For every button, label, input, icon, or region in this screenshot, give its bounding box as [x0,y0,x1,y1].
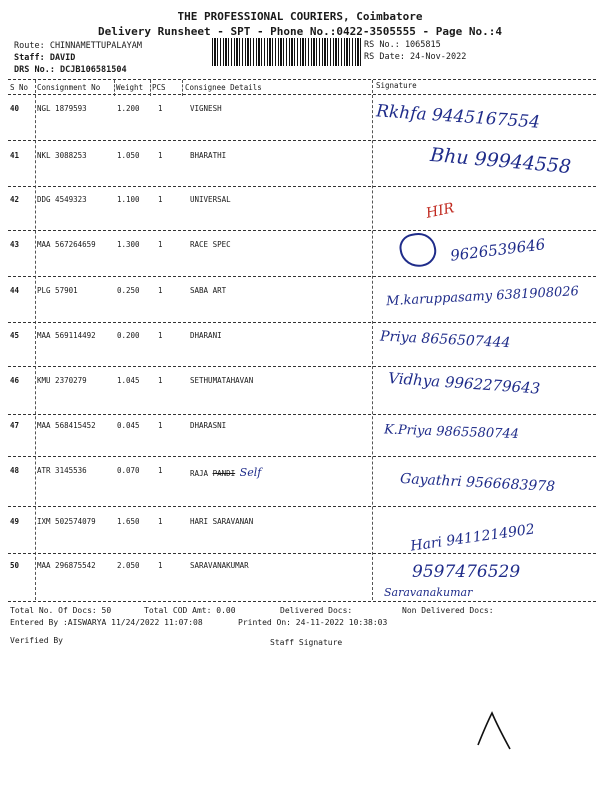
row-consignee: VIGNESH [190,104,222,113]
consignee-handwritten-note: Self [239,466,262,479]
row-pcs: 1 [158,517,163,526]
row-consignee [190,466,261,479]
total-cod: Total COD Amt: 0.00 [144,606,236,615]
row-weight: 0.070 [117,466,140,475]
column-separator [35,80,36,600]
row-sno: 47 [10,421,20,430]
row-consignment-no: MAA 567264659 [37,240,96,249]
column-separator [150,80,151,96]
divider [8,601,596,602]
row-consignment-no: DDG 4549323 [37,195,87,204]
handwritten-signature: 9626539646 [449,235,547,265]
route-label: Route: CHINNAMETTUPALAYAM [14,41,142,51]
doc-subtitle: Delivery Runsheet - SPT - Phone No.:0422-3505555 - Page No.:4 [98,25,502,38]
row-sno: 50 [10,561,20,570]
row-pcs: 1 [158,240,163,249]
divider [8,140,596,141]
row-weight: 1.200 [117,104,140,113]
row-pcs: 1 [158,376,163,385]
divider [8,322,596,323]
staff-signature: Staff Signature [270,638,343,647]
row-consignment-no: NGL 1879593 [37,104,87,113]
handwritten-signature: K.Priya 9865580744 [383,422,520,443]
row-consignee: RACE SPEC [190,240,231,249]
rs-no-label: RS No.: 1065815 [364,40,441,50]
handwritten-signature: Gayathri 9566683978 [399,470,556,496]
staff-label: Staff: DAVID [14,53,76,63]
doc-title: THE PROFESSIONAL COURIERS, Coimbatore [177,10,423,23]
row-pcs: 1 [158,151,163,160]
drs-label: DRS No.: DCJB106581504 [14,65,127,75]
divider [8,230,596,231]
handwritten-signature: Priya 8656507444 [379,328,511,352]
row-consignment-no: MAA 569114492 [37,331,96,340]
verified-by: Verified By [10,636,63,645]
row-consignment-no: MAA 296875542 [37,561,96,570]
col-signature: Signature [376,81,417,90]
row-consignment-no: ATR 3145536 [37,466,87,475]
row-weight: 1.045 [117,376,140,385]
row-consignee: DHARASNI [190,421,227,430]
row-pcs: 1 [158,421,163,430]
row-weight: 0.200 [117,331,140,340]
handwritten-signature: Vidhya 9962279643 [387,369,541,398]
handwritten-signature-name: Saravanakumar [384,586,473,599]
barcode-image [212,38,362,66]
row-weight: 0.045 [117,421,140,430]
rs-date-label: RS Date: 24-Nov-2022 [364,52,467,62]
row-weight: 0.250 [117,286,140,295]
column-separator [372,80,373,600]
row-weight: 1.300 [117,240,140,249]
col-sno: S No [10,83,29,92]
consignee-struck-name: PANDI [212,469,236,478]
col-pcs: PCS [152,83,166,92]
row-consignee: UNIVERSAL [190,195,231,204]
consignee-name: RAJA [190,469,209,478]
row-sno: 48 [10,466,20,475]
divider [8,553,596,554]
col-weight: Weight [116,83,144,92]
row-consignment-no: PLG 57901 [37,286,78,295]
total-docs: Total No. Of Docs: 50 [10,606,112,615]
column-separator [182,80,183,96]
handwritten-signature: Hari 9411214902 [409,521,536,555]
col-consignment: Consignment No [37,83,101,92]
column-separator [114,80,115,96]
divider [8,506,596,507]
row-consignment-no: IXM 502574079 [37,517,96,526]
row-pcs: 1 [158,331,163,340]
handwritten-signature: 9597476529 [412,562,521,582]
handwritten-signature: M.karuppasamy 6381908026 [385,284,580,310]
divider [8,94,596,95]
row-sno: 49 [10,517,20,526]
row-pcs: 1 [158,466,163,475]
divider [8,186,596,187]
signature-scribble [397,230,438,270]
row-sno: 45 [10,331,20,340]
row-weight: 1.650 [117,517,140,526]
delivered-docs: Delivered Docs: [280,606,353,615]
printed-on: Printed On: 24-11-2022 10:38:03 [238,618,388,627]
row-weight: 1.050 [117,151,140,160]
row-sno: 43 [10,240,20,249]
row-consignment-no: KMU 2370279 [37,376,87,385]
row-pcs: 1 [158,104,163,113]
row-consignee: BHARATHI [190,151,227,160]
row-sno: 42 [10,195,20,204]
divider [8,366,596,367]
row-consignee: SETHUMATAHAVAN [190,376,254,385]
row-sno: 44 [10,286,20,295]
row-consignee: HARI SARAVANAN [190,517,254,526]
row-consignment-no: NKL 3088253 [37,151,87,160]
handwritten-signature: Bhu 99944558 [429,143,572,179]
row-weight: 1.100 [117,195,140,204]
row-sno: 41 [10,151,20,160]
handwritten-signature: HIR [424,200,456,222]
entered-by: Entered By :AISWARYA 11/24/2022 11:07:08 [10,618,203,627]
row-sno: 46 [10,376,20,385]
row-pcs: 1 [158,561,163,570]
row-weight: 2.050 [117,561,140,570]
pen-mark [470,705,520,755]
row-consignee: SARAVANAKUMAR [190,561,249,570]
row-pcs: 1 [158,195,163,204]
row-consignee: SABA ART [190,286,227,295]
divider [8,79,596,80]
divider [8,414,596,415]
row-pcs: 1 [158,286,163,295]
non-delivered-docs: Non Delivered Docs: [402,606,494,615]
row-consignee: DHARANI [190,331,222,340]
handwritten-signature: Rkhfa 9445167554 [375,101,541,133]
divider [8,276,596,277]
col-consignee: Consignee Details [185,83,262,92]
row-sno: 40 [10,104,20,113]
row-consignment-no: MAA 568415452 [37,421,96,430]
divider [8,456,596,457]
